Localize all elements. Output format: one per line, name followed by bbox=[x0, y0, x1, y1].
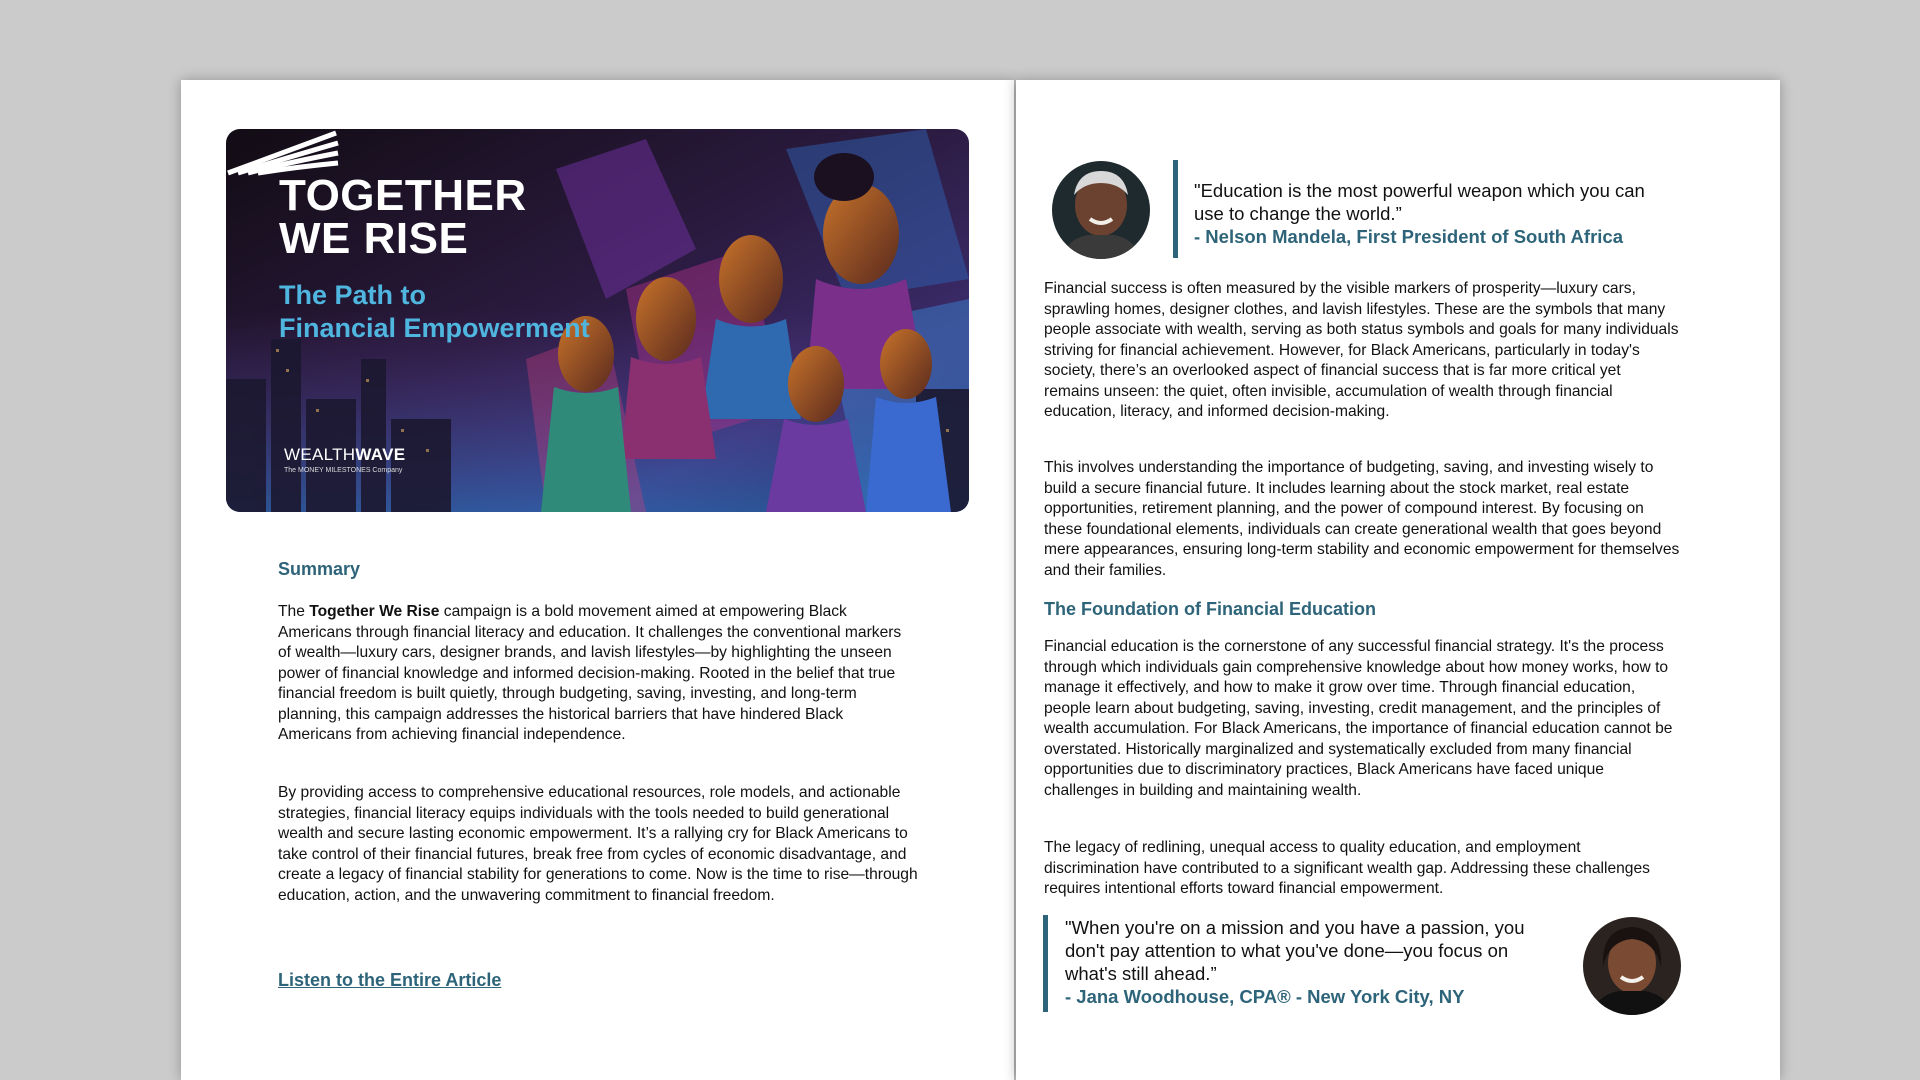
mandela-quote bbox=[1194, 179, 1674, 248]
listen-article-link[interactable]: Listen to the Entire Article bbox=[278, 970, 502, 990]
hero-subtitle: The Path to Financial Empowerment bbox=[279, 280, 590, 343]
summary-p1-intro: The bbox=[278, 603, 310, 620]
jana-woodhouse-avatar bbox=[1583, 917, 1681, 1015]
nelson-mandela-avatar bbox=[1052, 161, 1150, 259]
campaign-name: Together We Rise bbox=[309, 603, 440, 620]
portrait-icon bbox=[1052, 161, 1150, 259]
quote-accent-bar-2 bbox=[1043, 915, 1048, 1012]
mandela-quote-text: "Education is the most powerful weapon which you can use to change the world.” bbox=[1194, 180, 1645, 224]
article-paragraph-4: The legacy of redlining, unequal access to quality education, and employment discrimination have contributed to a significant wealth gap. Addressing these challenges requires intentional efforts toward financial empowerment. bbox=[1044, 839, 1650, 897]
foundation-heading: The Foundation of Financial Education bbox=[1044, 599, 1376, 619]
portrait-icon bbox=[1583, 917, 1681, 1015]
brand-name-bold: WAVE bbox=[355, 445, 406, 464]
brand-name bbox=[284, 445, 405, 465]
brand-tagline: The MONEY MILESTONES Company bbox=[284, 467, 403, 474]
article-paragraph-3: Financial education is the cornerstone of any successful financial strategy. It's the process through which individuals gain comprehensive knowledge about how money works, how to manage it effectively, and how to make it grow over time. Through financial education, people learn about budgeting, saving, investing, credit management, and the principles of wealth accumulation. For Black Americans, the importance of financial education cannot be overstated. Historically marginalized and systematically excluded from many financial opportunities due to discriminatory practices, Black Americans have faced unique challenges in building and maintaining wealth. bbox=[1044, 638, 1673, 799]
quote-accent-bar bbox=[1173, 160, 1178, 258]
woodhouse-quote bbox=[1065, 916, 1565, 1008]
summary-p1-rest: campaign is a bold movement aimed at empowering Black Americans through financial literacy and education. It challenges the conventional markers of wealth—luxury cars, designer brands, and lavish lifestyles—by highlighting the unseen power of financial knowledge and informed decision-making. Rooted in the belief that true financial freedom is built quietly, through budgeting, saving, investing, and long-term planning, this campaign addresses the historical barriers that have hindered Black Americans from achieving financial independence. bbox=[278, 603, 902, 743]
woodhouse-quote-text: "When you're on a mission and you have a passion, you don't pay attention to what you've done—you focus on what's still ahead.” bbox=[1065, 917, 1525, 984]
article-paragraph-2: This involves understanding the importance of budgeting, saving, and investing wisely to build a secure financial future. It includes learning about the stock market, real estate opportunities, retirement planning, and the power of compound interest. By focusing on these foundational elements, individuals can create generational wealth that goes beyond mere appearances, ensuring long-term stability and economic empowerment for themselves and their families. bbox=[1044, 459, 1680, 579]
hero-title: TOGETHER WE RISE bbox=[279, 171, 527, 263]
article-paragraph-1: Financial success is often measured by the visible markers of prosperity—luxury cars, sprawling homes, designer clothes, and lavish lifestyles. These are the symbols that many people associate with wealth, serving as both status symbols and goals for many individuals striving for financial achievement. However, for Black Americans, particularly in today's society, there’s an overlooked aspect of financial success that is far more critical yet remains unseen: the quiet, often invisible, accumulation of wealth through financial education, literacy, and informed decision-making. bbox=[1044, 280, 1679, 420]
hero-banner bbox=[226, 129, 969, 512]
wealthwave-logo-icon bbox=[226, 129, 346, 177]
summary-paragraph-1 bbox=[278, 602, 918, 746]
woodhouse-quote-author: - Jana Woodhouse, CPA® - New York City, NY bbox=[1065, 986, 1465, 1007]
left-page bbox=[181, 80, 1014, 1080]
mandela-quote-author: - Nelson Mandela, First President of South Africa bbox=[1194, 226, 1623, 247]
summary-heading: Summary bbox=[278, 559, 361, 579]
summary-paragraph-2: By providing access to comprehensive educational resources, role models, and actionable strategies, financial literacy equips individuals with the tools needed to build generational wealth and secure lasting economic empowerment. It’s a rallying cry for Black Americans to take control of their financial futures, break free from cycles of economic disadvantage, and create a legacy of financial stability for generations to come. Now is the time to rise—through education, action, and the unwavering commitment to financial freedom. bbox=[278, 784, 918, 904]
right-page bbox=[1016, 80, 1780, 1080]
brand-name-light: WEALTH bbox=[284, 445, 356, 464]
